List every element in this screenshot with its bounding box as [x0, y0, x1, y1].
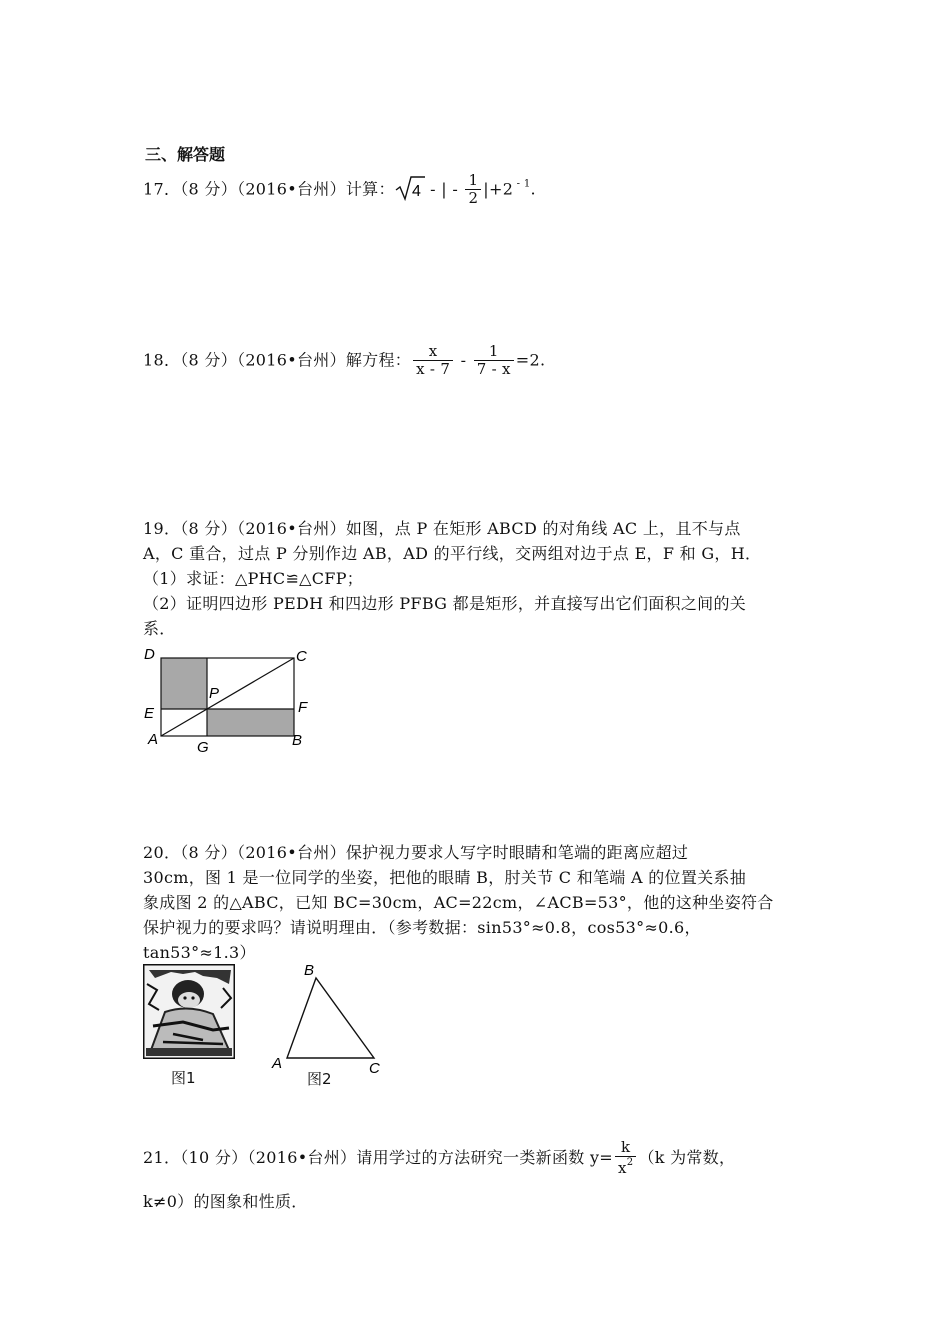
q19-line-2: A，C 重合，过点 P 分别作边 AB，AD 的平行线，交两组对边于点 E，F 和 G，H．: [143, 544, 762, 563]
q21-frac-den: [615, 1157, 636, 1177]
shaded-rect-pedh: [161, 658, 207, 709]
label-b: B: [292, 732, 303, 749]
q19-line-3: （1）求证：△PHC≌△CFP；: [143, 569, 364, 588]
q20-line-2: 30cm，图 1 是一位同学的坐姿，把他的眼睛 B，肘关节 C 和笔端 A 的位置关系抽: [143, 868, 747, 887]
label-c: C: [296, 648, 307, 665]
q21-line-2: k≠0）的图象和性质．: [143, 1192, 308, 1211]
label-c: C: [369, 1060, 380, 1077]
label-g: G: [197, 739, 209, 756]
q20-line-3: 象成图 2 的△ABC，已知 BC=30cm，AC=22cm，∠ACB=53°，他的这种坐姿符合: [143, 893, 774, 912]
q18-end: =2.: [515, 350, 546, 370]
q20-line-5: tan53°≈1.3）: [143, 943, 256, 962]
q17-exponent: - 1: [513, 178, 531, 190]
triangle-figure: [268, 960, 386, 1078]
q18-prefix: 18．（8 分）（2016•台州）解方程：: [143, 350, 412, 370]
triangle-abc: [287, 978, 374, 1058]
q17-frac-num: 1: [465, 172, 481, 190]
label-p: P: [209, 685, 220, 702]
label-a: A: [272, 1055, 283, 1072]
q19-line-4: （2）证明四边形 PEDH 和四边形 PFBG 都是矩形，并直接写出它们面积之间的关: [143, 594, 747, 613]
q21-fraction: [615, 1139, 636, 1178]
q17-fraction: [465, 172, 481, 208]
sqrt-symbol: [395, 175, 425, 205]
sqrt-radicand: 4: [411, 182, 421, 200]
q20-line-1: 20．（8 分）（2016•台州）保护视力要求人写字时眼睛和笔端的距离应超过: [143, 843, 689, 862]
figure-1-caption: 图1: [171, 1069, 196, 1087]
q17-prefix: 17．（8 分）（2016•台州）计算：: [143, 179, 395, 199]
q18-fraction-2: [474, 343, 514, 379]
q17-frac-den: 2: [468, 189, 479, 208]
q21-prefix: 21．（10 分）（2016•台州）请用学过的方法研究一类新函数 y=: [143, 1147, 613, 1167]
q19-line-1: 19．（8 分）（2016•台州）如图，点 P 在矩形 ABCD 的对角线 AC 上，且不与点: [143, 519, 741, 538]
section-title: 三、解答题: [145, 145, 226, 164]
q21-den-base: x: [618, 1159, 627, 1178]
q19-line-5: 系．: [143, 619, 176, 638]
label-b: B: [304, 962, 315, 979]
q18-minus: -: [455, 350, 472, 370]
figure-2-caption: 图2: [307, 1070, 332, 1088]
shaded-rect-pfbg: [207, 709, 294, 736]
question-18: [143, 343, 545, 379]
rectangle-figure: [140, 644, 320, 756]
label-d: D: [144, 646, 155, 663]
q17-end: .: [530, 179, 536, 199]
q17-mid1: - | -: [424, 179, 464, 199]
q18-f1-den: x - 7: [416, 360, 451, 379]
q21-den-exponent: 2: [626, 1157, 634, 1169]
q18-f2-num: 1: [474, 343, 514, 361]
question-17: [143, 172, 536, 208]
q18-fraction-1: [413, 343, 453, 379]
q17-mid2: |+2: [483, 179, 514, 199]
student-photo-figure: [143, 964, 235, 1059]
q20-line-4: 保护视力的要求吗？请说明理由．（参考数据：sin53°≈0.8，cos53°≈0.6，: [143, 918, 701, 937]
label-a: A: [148, 731, 159, 748]
label-f: F: [298, 699, 308, 716]
q18-f2-den: 7 - x: [476, 360, 511, 379]
q18-f1-num: x: [413, 343, 453, 361]
desk: [146, 1048, 232, 1056]
q21-suffix: （k 为常数，: [638, 1147, 736, 1167]
question-21: [143, 1139, 735, 1178]
q21-frac-num: k: [615, 1139, 636, 1157]
label-e: E: [144, 705, 155, 722]
